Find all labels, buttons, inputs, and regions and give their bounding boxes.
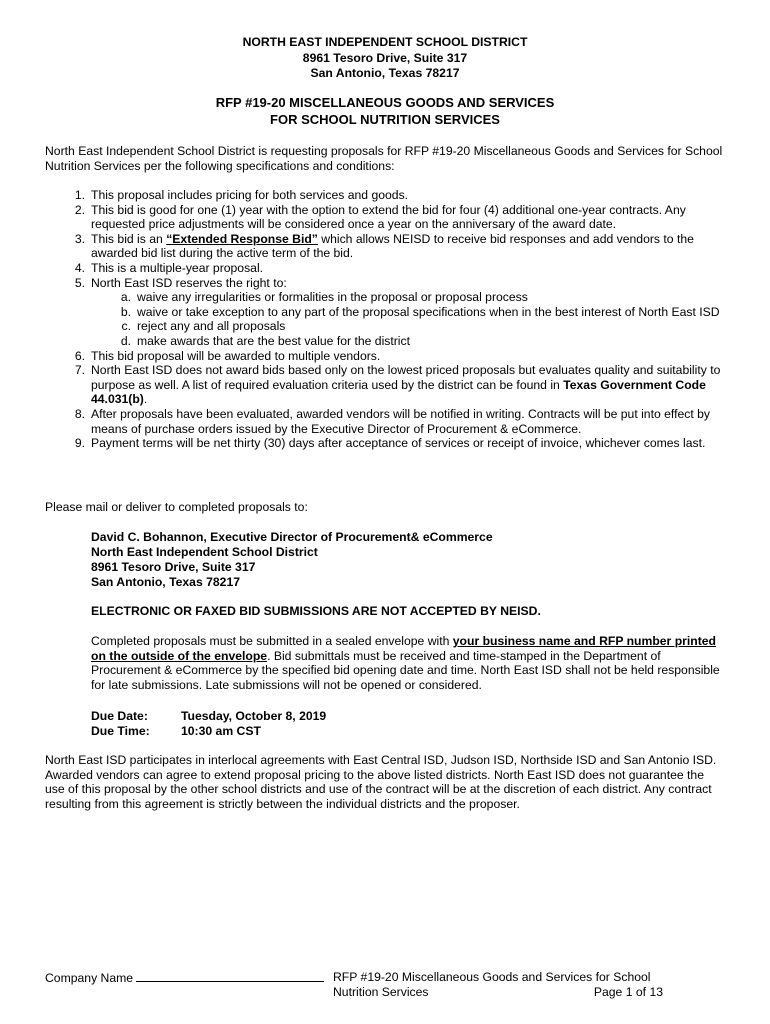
company-name-field <box>45 970 324 986</box>
address-recipient: David C. Bohannon, Executive Director of Procurement& eCommerce <box>91 530 493 544</box>
list-number: 8. <box>74 406 85 421</box>
list-item <box>45 261 725 276</box>
sublist-letter: a. <box>120 290 131 305</box>
address-street: 8961 Tesoro Drive, Suite 317 <box>91 560 256 574</box>
list-item <box>45 363 725 407</box>
list-text: This bid is good for one (1) year with the option to extend the bid for four (4) additional one-year contracts. Any requested price adjustments will be considered once a year on the anniversary of the award date. <box>91 202 686 232</box>
list-number: 5. <box>74 275 85 290</box>
mail-instruction: Please mail or deliver to completed proposals to: <box>45 500 308 514</box>
sublist-letter: b. <box>120 304 131 319</box>
district-city: San Antonio, Texas 78217 <box>310 66 460 80</box>
due-time-label: Due Time: <box>91 724 150 738</box>
sublist-text: make awards that are the best value for the district <box>137 333 410 348</box>
list-number: 4. <box>74 260 85 275</box>
footer-rfp-line2: Nutrition Services <box>333 984 429 999</box>
conditions-list <box>45 188 725 451</box>
texas-code-emphasis: Texas Government Code 44.031(b) <box>91 377 706 407</box>
company-name-blank-line[interactable] <box>136 970 324 982</box>
rights-sublist <box>91 290 725 348</box>
list-text-post: . <box>143 392 148 407</box>
list-item <box>45 407 725 436</box>
list-item <box>45 188 725 203</box>
list-number: 2. <box>74 202 85 217</box>
sublist-letter: c. <box>121 319 131 334</box>
list-item <box>45 276 725 349</box>
list-number: 7. <box>74 363 85 378</box>
list-number: 6. <box>74 348 85 363</box>
due-info <box>91 709 326 739</box>
list-item <box>45 203 725 232</box>
sublist-text: waive or take exception to any part of the proposal specifications when in the best interest of North East ISD <box>137 304 720 319</box>
footer-rfp-line1: RFP #19-20 Miscellaneous Goods and Services for School <box>333 970 651 984</box>
list-text: Payment terms will be net thirty (30) days after acceptance of services or receipt of invoice, whichever comes last. <box>91 436 706 451</box>
list-item <box>45 232 725 261</box>
due-time-value: 10:30 am CST <box>181 724 261 738</box>
envelope-label-emphasis: your business name and RFP number printed on the outside of the envelope <box>91 634 716 663</box>
rfp-title <box>0 95 770 128</box>
electronic-submission-notice: ELECTRONIC OR FAXED BID SUBMISSIONS ARE NOT ACCEPTED BY NEISD. <box>91 604 541 618</box>
list-text: This bid proposal will be awarded to multiple vendors. <box>91 348 381 363</box>
rfp-title-line2: FOR SCHOOL NUTRITION SERVICES <box>270 111 500 127</box>
list-text-pre: This bid is an <box>91 231 167 246</box>
sublist-item <box>91 319 725 334</box>
list-number: 1. <box>74 188 85 202</box>
list-item <box>45 349 725 364</box>
district-name: NORTH EAST INDEPENDENT SCHOOL DISTRICT <box>242 35 528 49</box>
list-text: This is a multiple-year proposal. <box>91 260 264 275</box>
list-text-pre: North East ISD does not award bids based only on the lowest priced proposals but evaluates quality and suitability to purpose as well. A list of required evaluation criteria used by the district can be found in <box>91 363 721 392</box>
sublist-text: waive any irregularities or formalities in the proposal or proposal process <box>137 290 528 305</box>
district-header <box>0 35 770 82</box>
company-name-label: Company Name <box>45 971 134 985</box>
extended-response-bid-emphasis: “Extended Response Bid” <box>166 231 318 246</box>
intro-paragraph: North East Independent School District is requesting proposals for RFP #19-20 Miscellaneous Goods and Services for School Nutrition Services per the following specifications and conditions: <box>45 144 723 173</box>
submission-instructions <box>91 634 721 692</box>
list-number: 9. <box>74 436 85 451</box>
submission-text-post: . Bid submittals must be received and time-stamped in the Department of Procurement & eCommerce by the specified bid opening date and time. North East ISD shall not be held responsible for late submissions. Late submissions will not be opened or considered. <box>91 648 720 692</box>
mailing-address <box>91 530 731 590</box>
submission-text-pre: Completed proposals must be submitted in a sealed envelope with <box>91 634 453 648</box>
page-number: Page 1 of 13 <box>593 984 663 999</box>
sublist-item <box>91 290 725 305</box>
interlocal-paragraph: North East ISD participates in interlocal agreements with East Central ISD, Judson ISD, Northside ISD and San Antonio ISD. Awarded vendors can agree to extend proposal pricing to the above listed districts. North East ISD does not guarantee the use of this proposal by the other school districts and use of the contract will be at the discretion of each district. Any contract resulting from this agreement is strictly between the individual districts and the proposer. <box>45 753 717 811</box>
sublist-letter: d. <box>120 333 131 348</box>
list-text: This proposal includes pricing for both services and goods. <box>91 188 409 202</box>
sublist-text: reject any and all proposals <box>137 319 286 334</box>
address-city: San Antonio, Texas 78217 <box>91 575 241 589</box>
due-date-label: Due Date: <box>91 709 148 723</box>
footer-rfp-reference <box>333 970 663 999</box>
list-text: After proposals have been evaluated, awarded vendors will be notified in writing. Contracts will be put into effect by means of purchase orders issued by the Executive Director of Procurement & eCommerce. <box>91 406 710 436</box>
address-organization: North East Independent School District <box>91 545 318 559</box>
sublist-item <box>91 305 725 320</box>
rfp-title-line1: RFP #19-20 MISCELLANEOUS GOODS AND SERVICES <box>215 95 555 110</box>
sublist-item <box>91 334 725 349</box>
list-text-post: which allows NEISD to receive bid responses and add vendors to the awarded bid list during the active term of the bid. <box>91 231 694 261</box>
district-street: 8961 Tesoro Drive, Suite 317 <box>302 50 468 65</box>
due-date-value: Tuesday, October 8, 2019 <box>181 709 327 723</box>
list-text: North East ISD reserves the right to: <box>91 275 287 290</box>
list-number: 3. <box>74 231 85 246</box>
list-item <box>45 436 725 451</box>
